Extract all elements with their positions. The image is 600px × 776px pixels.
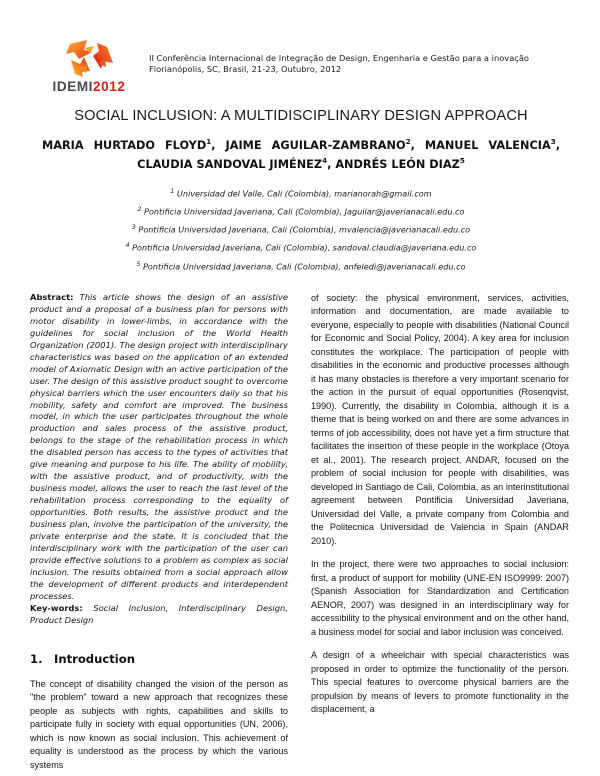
- abstract-label: Abstract:: [30, 291, 74, 302]
- affiliation-entry: [40, 238, 562, 256]
- logo-word-idemi: IDEMI: [52, 79, 94, 94]
- left-column: [30, 292, 288, 772]
- affiliation-text: Pontificia Universidad Javeriana, Cali (Colombia), anfeledi@javerianacali.edu.co: [140, 261, 466, 272]
- abstract-paragraph: [30, 292, 288, 603]
- affiliation-entry: [40, 220, 562, 238]
- keywords-paragraph: [30, 603, 288, 627]
- affiliation-text: Pontificia Universidad Javeriana, Cali (Colombia), Jaguilar@javerianacali.edu.co: [141, 206, 465, 217]
- affiliation-entry: [40, 184, 562, 202]
- body-paragraph: In the project, there were two approaches to social inclusion: first, a product of support for mobility (UNE-EN ISO9999: 2007) (Spanish Association for Standardization and Certification AENOR, 2007) was designed in an interdisciplinary way for accessibility to the physical environment and on the other hand, a business model for social and labor inclusion was conceived.: [311, 559, 569, 637]
- affiliation-marker: 3: [131, 224, 136, 232]
- conference-name: II Conferência Internacional de Integração de Design, Engenharia e Gestão para a inovação: [149, 53, 530, 63]
- affiliation-marker: 5: [136, 260, 141, 268]
- affiliation-entry: [40, 257, 562, 275]
- body-paragraph: of society: the physical environment, services, activities, information and documentation, are made available to everyone, especially to people with disabilities (National Council for Economic and Social Policy, 2004). A key area for inclusion constitutes the workplace. The participation of people with disabilities in the economic and productive processes although it has many obstacles is therefore a very important scenario for the action in the pursuit of equal opportunities (Rosenqvist, 1990). Currently, the disability in Colombia, although it is a theme that is being worked on and there are some advances in terms of job accessibility, does not have yet a firm structure that facilitates the insertion of these people in the workplace (Otoya et al., 2001). The research project, ANDAR, focused on the problem of social inclusion for people with disabilities, was developed in Santiago de Cali, Colombia, as an interinstitutional agreement between Pontificia Universidad Javeriana, Universidad del Valle, a private company from Colombia and the Politecnica Universidad de Valencia in Spain (ANDAR 2010).: [311, 292, 569, 546]
- right-column: [311, 292, 569, 772]
- affiliation-text: Pontificia Universidad Javeriana, Cali (Colombia), sandoval.claudia@javeriana.edu.co: [129, 243, 477, 254]
- affiliation-text: Pontificia Universidad Javeriana, Cali (Colombia), mvalencia@javerianacali.edu.co: [135, 224, 471, 235]
- affiliation-marker: 1: [170, 187, 175, 195]
- section-number: 1.: [30, 651, 43, 666]
- affiliation-text: Universidad del Valle, Cali (Colombia), marianorah@gmail.com: [174, 188, 432, 199]
- conference-location-date: Florianópolis, SC, Brasil, 21-23, Outubro, 2012: [149, 64, 342, 75]
- page-header: [0, 0, 600, 98]
- recycle-triangles-logo-icon: [63, 38, 115, 78]
- affiliation-marker: 4: [125, 242, 130, 250]
- page-title: SOCIAL INCLUSION: A MULTIDISCIPLINARY DESIGN APPROACH: [74, 108, 528, 124]
- abstract-text: This article shows the design of an assistive product and a proposal of a business plan for persons with motor disability in lower-limbs, in accordance with the guidelines for social inclusion of the World Health Organization (2001). The design project with interdisciplinary characteristics was based on the application of an extended model of Axiomatic Design with an active participation of the user. The design of this assistive product sought to overcome physical barriers which the user encounters daily so that his mobility, safety and comfort are improved. The business model, in which the user participates throughout the whole production and sales process of the assistive product, belongs to the stage of the rehabilitation process in which the disabled person has access to the types of activities that give meaning and purpose to his life. The ability of mobility, with the assistive product, and of productivity, with the business model, allows the user to reach the last level of the rehabilitation process corresponding to the equality of opportunities. Both results, the assistive product and the business plan, involve the participation of the university, the private enterprise and the state. It is concluded that the interdisciplinary work with the participation of the user can provide effective solutions to a problem as complex as social inclusion. The results obtained from a social approach allow the development of different products and interdependent processes.: [30, 291, 288, 601]
- keywords-label: Key-words:: [30, 602, 83, 613]
- affiliation-list: [0, 173, 600, 275]
- keywords-text: Social Inclusion, Interdisciplinary Design, Product Design: [30, 602, 288, 625]
- conference-info: [140, 36, 529, 75]
- body-paragraph: The concept of disability changed the vision of the person as "the problem" toward a new approach that recognizes these people as subjects with rights, capabilities and skills to participate fully in society with equal opportunities (UN, 2006), which is now known as social inclusion. This achievement of equality is understood as the process by which the various systems: [30, 678, 288, 770]
- author-list: MARIA HURTADO FLOYD$^1$, JAIME AGUILAR-ZAMBRANO$^2$, MANUEL VALENCIA$^3$, CLAUDIA SANDOVAL JIMÉNEZ$^4$, ANDRÉS LEÓN DIAZ$^5$: [42, 137, 561, 172]
- title-block: [0, 98, 600, 173]
- conference-logo: [38, 36, 140, 94]
- logo-wordmark: [53, 80, 126, 94]
- affiliation-marker: 2: [137, 205, 142, 213]
- body-paragraph: A design of a wheelchair with special characteristics was proposed in order to optimize the functionality of the person. This special features to overcome physical barriers are the propulsion by means of levers to promote functionality in the displacement, a: [311, 650, 569, 715]
- section-heading-introduction: [30, 652, 288, 666]
- two-column-body: [0, 275, 600, 772]
- section-title: Introduction: [54, 651, 135, 666]
- affiliation-entry: [40, 202, 562, 220]
- logo-word-year: 2012: [93, 79, 126, 94]
